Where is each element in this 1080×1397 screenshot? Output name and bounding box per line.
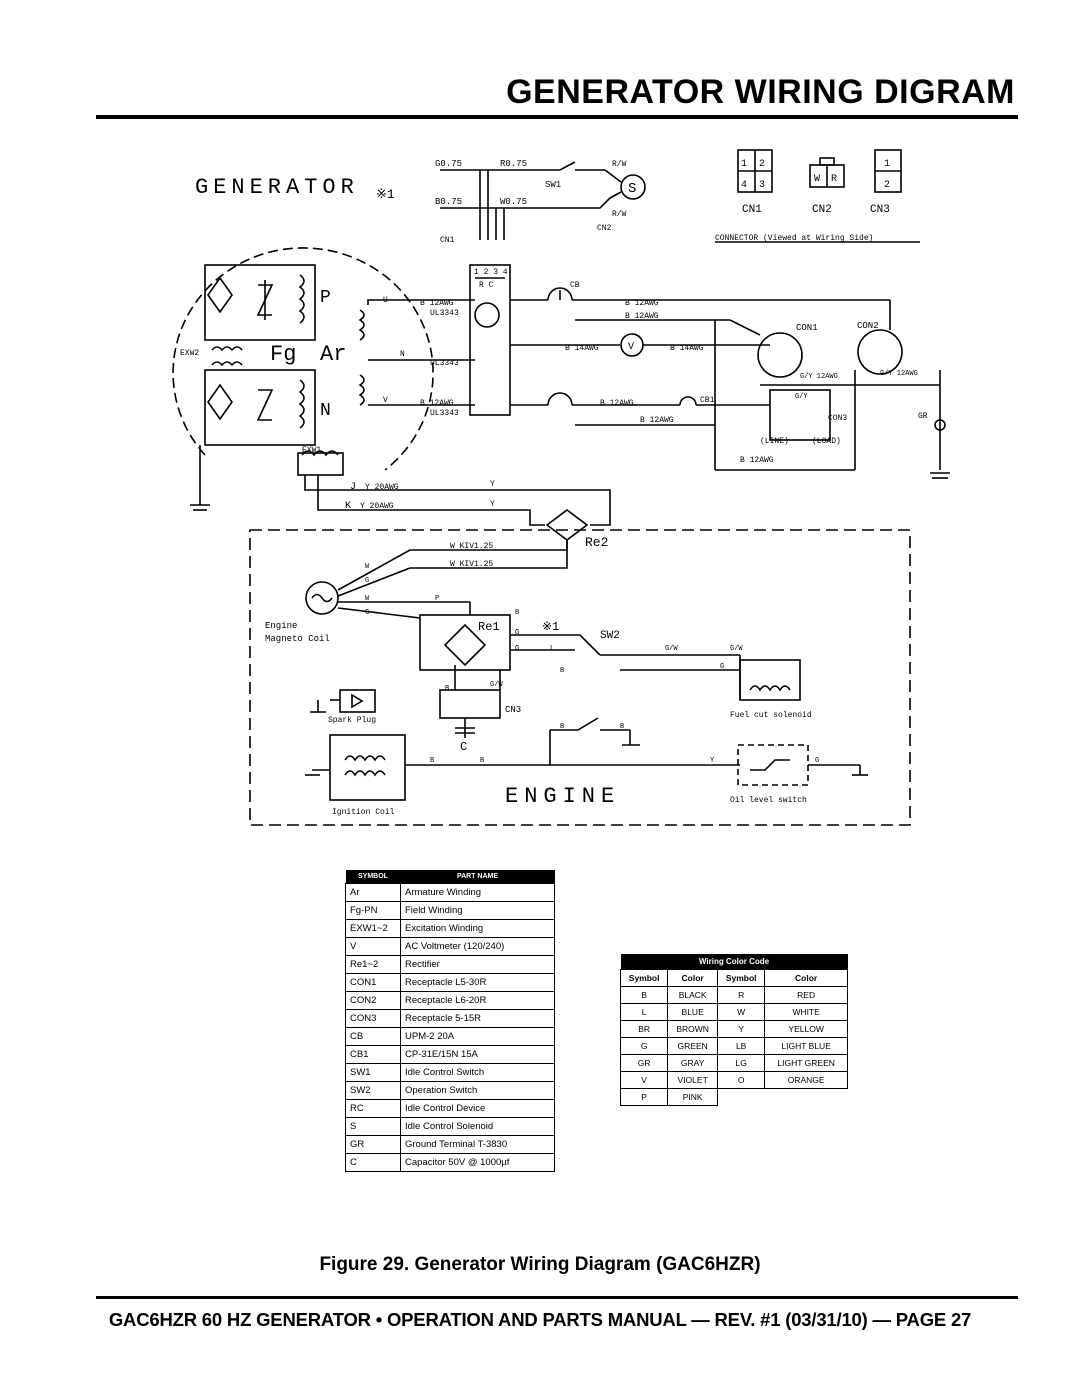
table-row [346, 1046, 555, 1064]
wire-G075: G0.75 [435, 159, 463, 169]
part-name: Receptacle L6-20R [401, 992, 555, 1010]
part-name: CP-31E/15N 15A [401, 1046, 555, 1064]
color-symbol: L [621, 1004, 668, 1021]
label-spark-plug: Spark Plug [328, 716, 377, 725]
wire-B12AWG-3: B 12AWG [625, 299, 659, 308]
table-row [621, 1089, 848, 1106]
wire-B-3: B [430, 757, 435, 765]
wire-L: L [550, 645, 555, 653]
conn-cn3-pin-2: 2 [884, 180, 891, 191]
label-LINE: (LINE) [760, 437, 789, 446]
wire-B-1: B [515, 609, 520, 617]
label-magneto-coil: Magneto Coil [265, 634, 330, 644]
label-CON2: CON2 [857, 321, 879, 331]
wire-B12AWG-6: B 12AWG [640, 416, 674, 425]
color-name: WHITE [765, 1004, 848, 1021]
label-Ar: Ar [320, 342, 347, 367]
note-mark-2: ※1 [542, 620, 560, 634]
part-name: Receptacle 5-15R [401, 1010, 555, 1028]
label-K: K [345, 501, 352, 512]
connector-title: CONNECTOR (Viewed at Wiring Side) [715, 234, 874, 243]
color-name: VIOLET [668, 1072, 718, 1089]
wire-G-1: G [515, 629, 520, 637]
wire-GY12AWG-1: G/Y 12AWG [800, 373, 838, 381]
table-row [621, 1055, 848, 1072]
part-name: Capacitor 50V @ 1000µf [401, 1154, 555, 1172]
part-name: Field Winding [401, 902, 555, 920]
table-row [346, 902, 555, 920]
part-symbol: CON3 [346, 1010, 401, 1028]
label-CB: CB [570, 281, 580, 290]
color-name: ORANGE [765, 1072, 848, 1089]
table-row [346, 956, 555, 974]
wire-UL3343-3: UL3343 [430, 409, 459, 418]
color-name: GREEN [668, 1038, 718, 1055]
part-symbol: S [346, 1118, 401, 1136]
label-RC: R C [479, 281, 494, 290]
table-row [346, 920, 555, 938]
color-symbol: BR [621, 1021, 668, 1038]
wire-B12AWG-5: B 12AWG [600, 399, 634, 408]
part-symbol: SW2 [346, 1082, 401, 1100]
wire-B12AWG-7: B 12AWG [740, 456, 774, 465]
color-name: LIGHT BLUE [765, 1038, 848, 1055]
wire-Y-2: Y [490, 500, 495, 509]
label-N: N [320, 401, 331, 421]
part-name: Rectifier [401, 956, 555, 974]
note-mark: ※1 [376, 187, 395, 202]
wire-R075: R0.75 [500, 159, 528, 169]
generator-label: GENERATOR [195, 175, 359, 200]
table-row [346, 1064, 555, 1082]
label-CN1-harness: CN1 [440, 236, 455, 245]
wire-B-4: B [480, 757, 485, 765]
part-symbol: CON2 [346, 992, 401, 1010]
wire-GW-3: G/W [490, 681, 503, 689]
label-C: C [460, 740, 468, 754]
part-symbol: EXW1~2 [346, 920, 401, 938]
color-symbol: B [621, 987, 668, 1004]
color-name: PINK [668, 1089, 718, 1106]
wire-GW-1: G/W [665, 645, 678, 653]
conn-pin-1: 1 [741, 159, 748, 170]
color-symbol: P [621, 1089, 668, 1106]
bottom-rule [96, 1296, 1018, 1299]
engine-label: ENGINE [505, 784, 621, 809]
label-CN2-harness: CN2 [597, 224, 612, 233]
wire-W-mag-2: W [365, 595, 370, 603]
voltmeter-symbol: V [628, 342, 635, 353]
label-RW-top: R/W [612, 160, 627, 169]
label-Re2: Re2 [585, 535, 609, 550]
table-row [346, 1028, 555, 1046]
color-symbol: Y [718, 1021, 765, 1038]
wire-W-mag: W [365, 563, 370, 571]
wire-P: P [435, 595, 440, 603]
label-Fg: Fg [270, 342, 297, 367]
part-name: Operation Switch [401, 1082, 555, 1100]
wire-B-6: B [620, 723, 625, 731]
part-symbol: V [346, 938, 401, 956]
label-engine-mag: Engine [265, 621, 298, 631]
wire-B12AWG-1: B 12AWG [420, 299, 454, 308]
label-GR: GR [918, 412, 928, 421]
label-CON3: CON3 [828, 414, 848, 423]
wire-G-4: G [815, 757, 820, 765]
table-row [346, 992, 555, 1010]
parts-header-symbol: SYMBOL [346, 870, 401, 884]
label-RW-bottom: R/W [612, 210, 627, 219]
wire-GW-2: G/W [730, 645, 743, 653]
color-symbol: LB [718, 1038, 765, 1055]
label-oil-level: Oil level switch [730, 796, 807, 805]
table-row [621, 1004, 848, 1021]
table-row [346, 1100, 555, 1118]
part-name: UPM-2 20A [401, 1028, 555, 1046]
color-symbol: LG [718, 1055, 765, 1072]
wire-B14AWG-1: B 14AWG [565, 344, 599, 353]
wire-Y-1: Y [490, 480, 495, 489]
part-name: Idle Control Switch [401, 1064, 555, 1082]
wire-GY: G/Y [795, 393, 808, 401]
label-CN3-engine: CN3 [505, 705, 522, 715]
wire-UL3343-2: UL3343 [430, 359, 459, 368]
label-N-wire: N [400, 350, 405, 359]
conn-pin-w: W [814, 174, 821, 185]
wire-B-cn3: B [445, 685, 450, 693]
page-title: GENERATOR WIRING DIGRAM [506, 73, 1015, 111]
part-symbol: RC [346, 1100, 401, 1118]
wire-B12AWG-2: B 12AWG [420, 399, 454, 408]
part-symbol: CB1 [346, 1046, 401, 1064]
part-name: Ground Terminal T-3830 [401, 1136, 555, 1154]
table-row [346, 938, 555, 956]
label-CON1: CON1 [796, 323, 818, 333]
part-symbol: SW1 [346, 1064, 401, 1082]
table-row [621, 987, 848, 1004]
color-header: Symbol [621, 970, 668, 987]
color-header: Symbol [718, 970, 765, 987]
connector-cn1: CN1 [742, 204, 762, 216]
part-name: Excitation Winding [401, 920, 555, 938]
table-row [346, 1118, 555, 1136]
conn-pin-r: R [831, 174, 838, 185]
wire-Y20AWG-2: Y 20AWG [360, 502, 394, 511]
connector-cn2: CN2 [812, 204, 832, 216]
wire-Y20AWG-1: Y 20AWG [365, 483, 399, 492]
wire-Y-3: Y [710, 757, 715, 765]
connector-cn3: CN3 [870, 204, 890, 216]
parts-header-name: PART NAME [401, 870, 555, 884]
part-symbol: CB [346, 1028, 401, 1046]
color-name: BROWN [668, 1021, 718, 1038]
wire-UL3343-1: UL3343 [430, 309, 459, 318]
color-header: Color [765, 970, 848, 987]
color-symbol: GR [621, 1055, 668, 1072]
part-name: Armature Winding [401, 884, 555, 902]
label-ignition-coil: Ignition Coil [332, 808, 395, 817]
wire-WKIV-2: W KIV1.25 [450, 560, 494, 569]
label-SW2: SW2 [600, 630, 620, 642]
parts-table [345, 870, 555, 1172]
table-row [346, 974, 555, 992]
table-row [621, 1038, 848, 1055]
table-row [346, 1136, 555, 1154]
conn-pin-2: 2 [759, 159, 766, 170]
label-SW1: SW1 [545, 180, 562, 190]
part-name: AC Voltmeter (120/240) [401, 938, 555, 956]
table-row [621, 1072, 848, 1089]
label-V-wire: V [383, 396, 388, 405]
label-EXW1: EXW1 [302, 446, 322, 455]
color-name: BLUE [668, 1004, 718, 1021]
label-LOAD: (LOAD) [812, 437, 841, 446]
color-table-caption: Wiring Color Code [621, 954, 848, 970]
figure-caption: Figure 29. Generator Wiring Diagram (GAC6HZR) [319, 1254, 761, 1275]
wire-G-2: G [515, 645, 520, 653]
wire-G-mag-2: G [365, 609, 370, 617]
part-symbol: Ar [346, 884, 401, 902]
color-code-table [620, 954, 848, 1106]
color-name: RED [765, 987, 848, 1004]
color-symbol: V [621, 1072, 668, 1089]
page-footer: GAC6HZR 60 HZ GENERATOR • OPERATION AND PARTS MANUAL — REV. #1 (03/31/10) — PAGE 27 [108, 1309, 972, 1330]
color-symbol [718, 1089, 765, 1106]
label-CB1: CB1 [700, 396, 715, 405]
wire-WKIV-1: W KIV1.25 [450, 542, 494, 551]
wire-B075: B0.75 [435, 197, 463, 207]
color-symbol: R [718, 987, 765, 1004]
label-EXW2: EXW2 [180, 349, 200, 358]
table-row [346, 1082, 555, 1100]
part-symbol: C [346, 1154, 401, 1172]
part-name: Idle Control Device [401, 1100, 555, 1118]
wire-G-mag-1: G [365, 577, 370, 585]
wire-B12AWG-4: B 12AWG [625, 312, 659, 321]
wire-G-3: G [720, 663, 725, 671]
part-symbol: GR [346, 1136, 401, 1154]
color-name: LIGHT GREEN [765, 1055, 848, 1072]
wire-GY12AWG-2: G/Y 12AWG [880, 370, 918, 378]
color-symbol: W [718, 1004, 765, 1021]
part-symbol: CON1 [346, 974, 401, 992]
label-pins: 1 2 3 4 [474, 268, 508, 277]
wire-W075: W0.75 [500, 197, 528, 207]
color-header: Color [668, 970, 718, 987]
part-symbol: Fg-PN [346, 902, 401, 920]
label-U: U [383, 296, 388, 305]
color-name: GRAY [668, 1055, 718, 1072]
generator-outline [173, 248, 433, 470]
wire-B-2: B [560, 667, 565, 675]
part-name: Idle Control Solenoid [401, 1118, 555, 1136]
conn-cn3-pin-1: 1 [884, 159, 891, 170]
label-J: J [350, 482, 357, 493]
label-fuel-cut: Fuel cut solenoid [730, 711, 812, 720]
conn-pin-4: 4 [741, 180, 748, 191]
color-symbol: O [718, 1072, 765, 1089]
table-row [346, 884, 555, 902]
label-P: P [320, 288, 331, 308]
color-name [765, 1089, 848, 1106]
part-name: Receptacle L5-30R [401, 974, 555, 992]
color-name: BLACK [668, 987, 718, 1004]
label-S: S [628, 181, 637, 197]
table-row [346, 1154, 555, 1172]
color-name: YELLOW [765, 1021, 848, 1038]
label-Re1: Re1 [478, 620, 500, 634]
table-row [346, 1010, 555, 1028]
conn-pin-3: 3 [759, 180, 766, 191]
table-row [621, 1021, 848, 1038]
wire-B14AWG-2: B 14AWG [670, 344, 704, 353]
color-symbol: G [621, 1038, 668, 1055]
wire-B-5: B [560, 723, 565, 731]
part-symbol: Re1~2 [346, 956, 401, 974]
